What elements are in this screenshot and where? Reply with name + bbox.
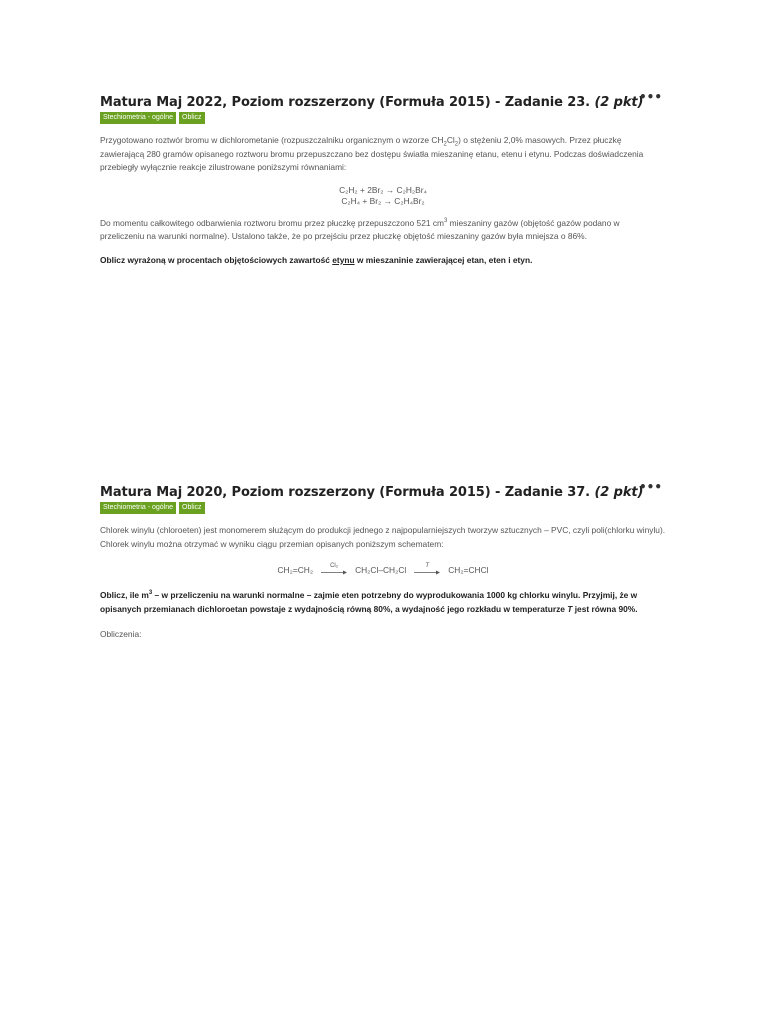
task-question: Oblicz, ile $m^3$ – w przeliczeniu na warunki normalne – zajmie eten potrzebny do wyprodukowania 1000 kg chlorku winylu. Przyjmij, że w opisanych przemianach dichloroetan powstaje z wydajnością równą 80%, a wydajność jego rozkładu w temperaturze T jest równa 90%. xyxy=(100,590,638,614)
task-title: Matura Maj 2020, Poziom rozszerzony (Formuła 2015) - Zadanie 37. (2 pkt) xyxy=(100,485,644,500)
arrow-right-icon xyxy=(321,570,347,575)
tag-stechiometria[interactable]: Stechiometria - ogólne xyxy=(100,502,176,514)
arrow-right-icon xyxy=(414,570,440,575)
task-card-2022 xyxy=(100,91,666,267)
scheme-arrow-1 xyxy=(321,563,347,575)
scheme-arrow-2 xyxy=(414,563,440,575)
task-points: (2 pkt) xyxy=(594,95,644,110)
reaction-equations xyxy=(100,185,666,207)
scheme-vinyl-chloride: CH₂=CHCl xyxy=(448,565,489,575)
tag-list xyxy=(100,112,666,124)
more-options-icon[interactable]: ••• xyxy=(638,90,662,104)
tag-stechiometria[interactable]: Stechiometria - ogólne xyxy=(100,112,176,124)
task-points: (2 pkt) xyxy=(594,485,644,500)
task-intro: Przygotowano roztwór bromu w dichlorometanie (rozpuszczalniku organicznym o wzorze $CH_2Cl_2$) o stężeniu 2,0% masowych. Przez płuczkę zawierającą 280 gramów opisanego roztworu bromu przepuszczano bez dostępu światła mieszaninę etanu, etenu i etynu. Podczas doświadczenia przebiegły wyłącznie reakcje zilustrowane poniższymi równaniami: xyxy=(100,135,644,172)
tag-list xyxy=(100,502,666,514)
tag-oblicz[interactable]: Oblicz xyxy=(179,502,204,514)
task-intro: Chlorek winylu (chloroeten) jest monomerem służącym do produkcji jednego z najpopularniejszych tworzyw sztucznych – PVC, czyli poli(chlorku winylu). Chlorek winylu można otrzymać w wyniku ciągu przemian opisanych poniższym schematem: xyxy=(100,525,666,549)
arrow-label-cl2: Cl₂ xyxy=(330,563,339,569)
more-options-icon[interactable]: ••• xyxy=(638,480,662,494)
task-question: Oblicz wyrażoną w procentach objętościowych zawartość etynu w mieszaninie zawierającej etan, eten i etyn. xyxy=(100,254,533,265)
arrow-label-t: T xyxy=(425,563,430,569)
task-title: Matura Maj 2022, Poziom rozszerzony (Formuła 2015) - Zadanie 23. (2 pkt) xyxy=(100,95,644,110)
scheme-dichloroethane: CH₂Cl–CH₂Cl xyxy=(355,565,407,575)
scheme-ethene: CH₂=CH₂ xyxy=(277,565,314,575)
task-header xyxy=(100,91,666,111)
equation-1: C₂H₂ + 2Br₂ → C₂H₂Br₄ xyxy=(339,184,427,195)
reaction-scheme xyxy=(100,563,666,575)
calculations-label: Obliczenia: xyxy=(100,629,142,639)
task-header xyxy=(100,481,666,501)
tag-oblicz[interactable]: Oblicz xyxy=(179,112,204,124)
task-card-2020 xyxy=(100,481,666,642)
equation-2: C₂H₄ + Br₂ → C₂H₄Br₂ xyxy=(341,195,425,206)
task-details: Do momentu całkowitego odbarwienia roztworu bromu przez płuczkę przepuszczono 521 $cm^3$ mieszaniny gazów (objętość gazów podano w przeliczeniu na warunki normalne). Ustalono także, że po przejściu przez płuczkę objętość mieszaniny gazów była mniejsza o 86%. xyxy=(100,217,620,241)
